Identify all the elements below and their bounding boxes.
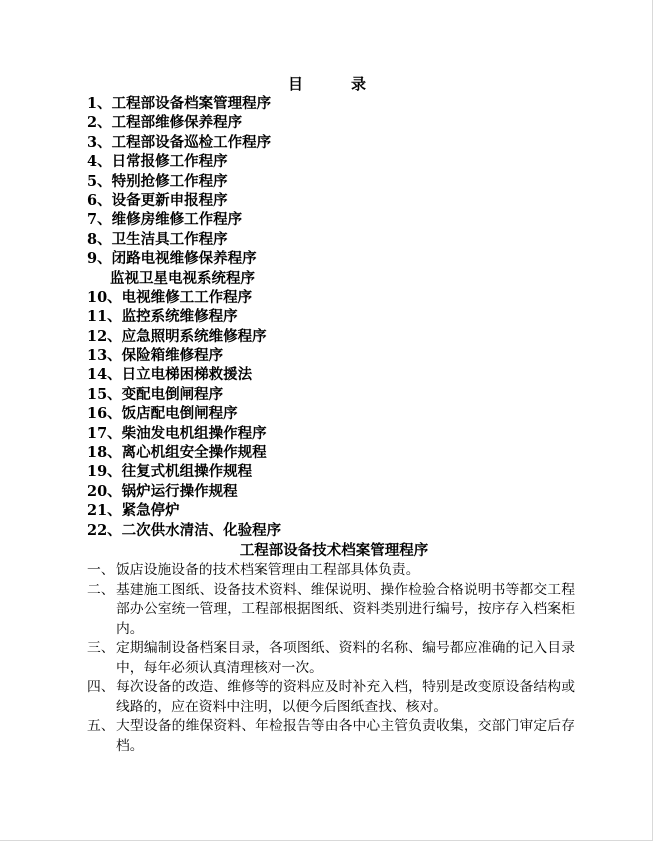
toc-item: 20、锅炉运行操作规程 (87, 482, 238, 500)
toc-item: 9、闭路电视维修保养程序 (87, 250, 257, 268)
toc-item-continuation: 监视卫星电视系统程序 (110, 269, 255, 287)
paragraph (87, 639, 575, 678)
paragraph-number: 一、 (87, 562, 115, 578)
toc-item: 2、工程部维修保养程序 (87, 114, 243, 132)
toc-list (87, 94, 281, 540)
paragraph (87, 581, 575, 640)
paragraph-text: 每次设备的改造、维修等的资料应及时补充入档，特别是改变原设备结构或线路的，应在资料中注明，以便今后图纸查找、核对。 (116, 679, 575, 715)
toc-item: 13、保险箱维修程序 (87, 347, 224, 365)
paragraph-text: 基建施工图纸、设备技术资料、维保说明、操作检验合格说明书等都交工程部办公室统一管理，工程部根据图纸、资料类别进行编号，按序存入档案柜内。 (116, 581, 575, 637)
toc-item: 5、特别抢修工作程序 (87, 172, 228, 190)
toc-item: 18、离心机组安全操作规程 (87, 444, 267, 462)
toc-item: 6、设备更新申报程序 (87, 191, 228, 209)
paragraph-number: 二、 (87, 581, 115, 598)
toc-item: 11、监控系统维修程序 (87, 308, 238, 326)
toc-item: 16、饭店配电倒闸程序 (87, 405, 238, 423)
toc-item: 7、维修房维修工作程序 (87, 211, 243, 229)
toc-title (0, 74, 654, 94)
paragraph-text: 定期编制设备档案目录，各项图纸、资料的名称、编号都应准确的记入目录中，每年必须认真清理核对一次。 (116, 640, 575, 676)
section-title: 工程部设备技术档案管理程序 (239, 542, 429, 559)
paragraph (87, 561, 575, 581)
toc-item: 22、二次供水清洁、化验程序 (87, 521, 282, 539)
toc-item: 8、卫生洁具工作程序 (87, 230, 228, 248)
toc-item: 10、电视维修工工作程序 (87, 288, 253, 306)
toc-item: 15、变配电倒闸程序 (87, 385, 224, 403)
toc-item: 1、工程部设备档案管理程序 (87, 95, 272, 112)
toc-item: 17、柴油发电机组操作程序 (87, 424, 267, 442)
paragraph-number: 五、 (87, 718, 115, 734)
toc-item: 4、日常报修工作程序 (87, 153, 228, 171)
toc-item: 19、往复式机组操作规程 (87, 463, 253, 481)
toc-item: 12、应急照明系统维修程序 (87, 327, 267, 345)
paragraph (87, 678, 575, 717)
paragraph-text: 饭店设施设备的技术档案管理由工程部具体负责。 (116, 562, 420, 578)
paragraph-number: 三、 (87, 640, 115, 656)
paragraph-text: 大型设备的维保资料、年检报告等由各中心主管负责收集，交部门审定后存档。 (116, 718, 575, 754)
toc-item: 21、紧急停炉 (87, 502, 180, 520)
paragraph (87, 717, 575, 756)
toc-title-right: 录 (351, 75, 367, 93)
paragraph-number: 四、 (87, 679, 115, 695)
toc-title-left: 目 (287, 75, 303, 93)
toc-item: 3、工程部设备巡检工作程序 (87, 133, 272, 151)
paragraph-list (87, 561, 575, 756)
toc-item: 14、日立电梯困梯救援法 (87, 366, 253, 384)
